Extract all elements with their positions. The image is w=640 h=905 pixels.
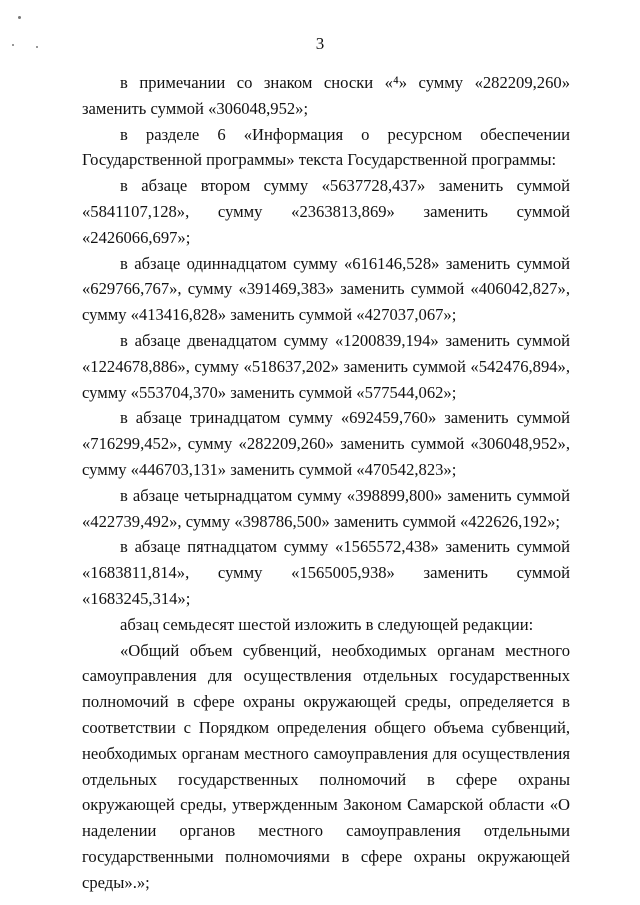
paragraph: в абзаце одиннадцатом сумму «616146,528» заменить суммой «629766,767», сумму «391469,383» заменить суммой «406042,827», сумму «413416,828» заменить суммой «427037,067»; <box>82 253 570 325</box>
paragraph: в разделе 6 «Информация о ресурсном обеспечении Государственной программы» текста Государственной программы: <box>82 124 570 170</box>
document-body <box>82 70 570 896</box>
paragraph: «Общий объем субвенций, необходимых органам местного самоуправления для осуществления отдельных государственных полномочий в сфере охраны окружающей среды, определяется в соответствии с Порядком определения общего объема субвенций, необходимых органам местного самоуправления для осуществления отдельных государственных полномочий в сфере охраны окружающей среды, утвержденным Законом Самарской области «О наделении органов местного самоуправления отдельными государственными полномочиями в сфере охраны окружающей среды».»; <box>82 640 570 892</box>
paragraph: в абзаце втором сумму «5637728,437» заменить суммой «5841107,128», сумму «2363813,869» заменить суммой «2426066,697»; <box>82 176 570 247</box>
paragraph: в абзаце четырнадцатом сумму «398899,800» заменить суммой «422739,492», сумму «398786,500» заменить суммой «422626,192»; <box>82 485 570 531</box>
page-number: 3 <box>315 34 325 53</box>
paragraph: абзац семьдесят шестой изложить в следующей редакции: <box>120 614 534 634</box>
paragraph: в абзаце двенадцатом сумму «1200839,194» заменить суммой «1224678,886», сумму «518637,202» заменить суммой «542476,894», сумму «553704,370» заменить суммой «577544,062»; <box>82 330 570 402</box>
scan-speck <box>18 16 21 19</box>
paragraph: в абзаце тринадцатом сумму «692459,760» заменить суммой «716299,452», сумму «282209,260» заменить суммой «306048,952», сумму «446703,131» заменить суммой «470542,823»; <box>82 408 570 479</box>
paragraph: в абзаце пятнадцатом сумму «1565572,438» заменить суммой «1683811,814», сумму «1565005,938» заменить суммой «1683245,314»; <box>82 537 570 608</box>
paragraph: в примечании со знаком сноски «⁴» сумму «282209,260» заменить суммой «306048,952»; <box>82 73 570 118</box>
